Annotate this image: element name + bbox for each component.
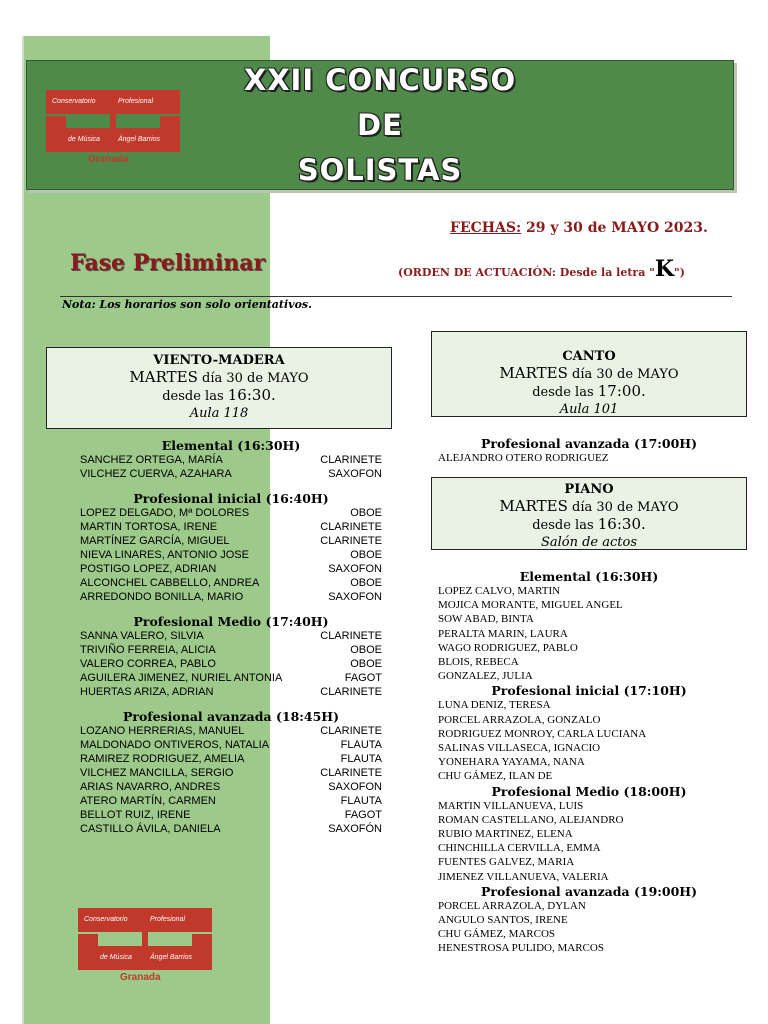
section-title: Elemental (16:30H) xyxy=(519,569,659,584)
viento-list: Elemental (16:30H) SANCHEZ ORTEGA, MARÍA CLARINETE VILCHEZ CUERVA, AZAHARA SAXOFON Profesional inicial (16:40H) LOPEZ DELGADO, Mª DOLORES OBOE MARTIN TORTOSA, IRENE CLARINETE MARTÍNEZ GARCÍA, MIGUEL CLARINETE NIEVA LINARES, ANTONIO JOSE OBOE POSTIGO LOPEZ, ADRIAN SAXOFON ALCONCHEL CABBELLO, ANDREA OBOE ARREDONDO BONILLA, MARIO SAXOFON Profesional Medio (17:40H) SANNA VALERO, SILVIA CLARINETE TRIVIÑO FERREIA, ALICIA OBOE VALERO CORREA, PABLO OBOE AGUILERA JIMENEZ, NURIEL ANTONIA FAGOT HUERTAS ARIZA, ADRIAN CLARINETE Profesional avanzada (18:45H) LOZANO HERRERIAS, MANUEL CLARINETE MALDONADO ONTIVEROS, NATALIA FLAUTA RAMIREZ RODRIGUEZ, AMELIA FLAUTA VILCHEZ MANCILLA, SERGIO CLARINETE ARIAS NAVARRO, ANDRES SAXOFON ATERO MARTÍN, CARMEN FLAUTA BELLOT RUIZ, IRENE FAGOT CASTILLO ÁVILA, DANIELA SAXOFÓN xyxy=(80,438,382,835)
section-title: Profesional Medio (18:00H) xyxy=(491,783,687,799)
performance-order-note: (ORDEN DE ACTUACIÓN: Desde la letra "K") xyxy=(398,256,685,282)
section-title: Elemental (16:30H) xyxy=(161,438,301,453)
piano-list: Elemental (16:30H) LOPEZ CALVO, MARTIN MOJICA MORANTE, MIGUEL ANGEL SOW ABAD, BINTA PERALTA MARIN, LAURA WAGO RODRIGUEZ, PABLO BLOIS, REBECA GONZALEZ, JULIA Profesional inicial (17:10H) LUNA DENIZ, TERESA PORCEL ARRAZOLA, GONZALO RODRIGUEZ MONROY, CARLA LUCIANA SALINAS VILLASECA, IGNACIO YONEHARA YAYAMA, NANA CHU GÁMEZ, ILAN DE Profesional Medio (18:00H) MARTIN VILLANUEVA, LUIS ROMAN CASTELLANO, ALEJANDRO RUBIO MARTINEZ, ELENA CHINCHILLA CERVILLA, EMMA FUENTES GALVEZ, MARIA JIMENEZ VILLANUEVA, VALERIA Profesional avanzada (19:00H) PORCEL ARRAZOLA, DYLAN ANGULO SANTOS, IRENE CHU GÁMEZ, MARCOS HENESTROSA PULIDO, MARCOS xyxy=(438,569,740,956)
phase-title: Fase Preliminar xyxy=(70,250,266,276)
section-title: Profesional inicial (16:40H) xyxy=(133,491,329,506)
conservatory-logo-top: Conservatorio Profesional de Música Ángel Barrios Granada xyxy=(46,90,180,166)
title-line-1: XXII CONCURSO xyxy=(243,63,517,97)
title-line-3: SOLISTAS xyxy=(297,153,463,187)
viento-madera-box: VIENTO-MADERA MARTES día 30 de MAYO desde las 16:30. Aula 118 xyxy=(46,347,392,429)
canto-box: CANTO MARTES día 30 de MAYO desde las 17:00. Aula 101 xyxy=(431,331,747,417)
piano-box: PIANO MARTES día 30 de MAYO desde las 16:30. Salón de actos xyxy=(431,477,747,550)
divider xyxy=(60,296,732,297)
section-title: Profesional avanzada (18:45H) xyxy=(122,709,340,724)
title-line-2: DE xyxy=(357,108,403,142)
dates-line: FECHAS: 29 y 30 de MAYO 2023. xyxy=(450,220,708,236)
schedule-note: Nota: Los horarios son solo orientativos. xyxy=(62,298,312,311)
section-title: Profesional avanzada (17:00H) xyxy=(480,436,698,451)
section-title: Profesional avanzada (19:00H) xyxy=(480,883,698,899)
conservatory-logo-bottom: Conservatorio Profesional de Música Ángel Barrios Granada xyxy=(78,908,212,984)
section-title: Profesional Medio (17:40H) xyxy=(133,614,329,629)
canto-list: Profesional avanzada (17:00H) ALEJANDRO OTERO RODRIGUEZ xyxy=(438,436,740,465)
section-title: Profesional inicial (17:10H) xyxy=(491,683,687,699)
